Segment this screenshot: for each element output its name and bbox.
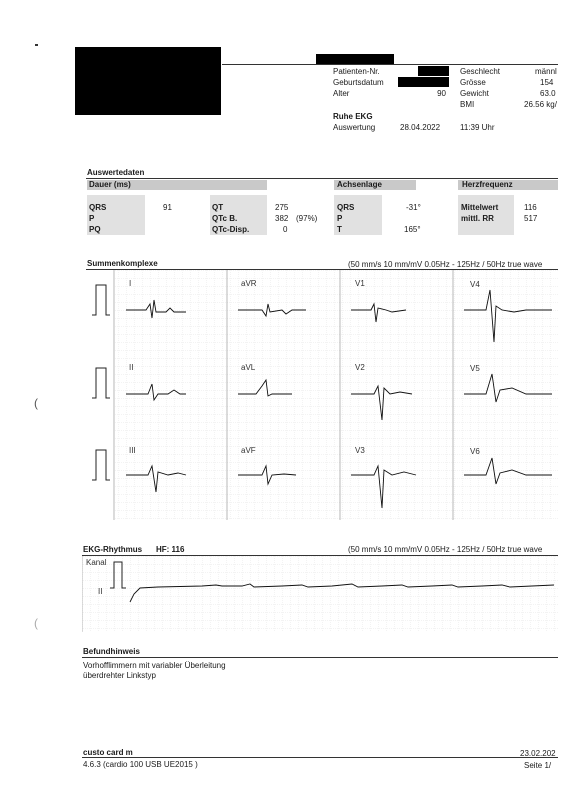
lead-label-V3: V3 xyxy=(355,446,365,455)
qt-value: 275 xyxy=(275,203,289,212)
axis-header: Achsenlage xyxy=(337,180,382,189)
rhythm-ecg-strip xyxy=(82,556,558,632)
sex-label: Geschlecht xyxy=(460,67,501,76)
height-value: 154 xyxy=(540,78,554,87)
lead-label-I: I xyxy=(129,279,132,288)
axis-qrs-value: -31° xyxy=(406,203,421,212)
lead-label-V1: V1 xyxy=(355,279,365,288)
weight-label: Gewicht xyxy=(460,89,489,98)
lead-label-III: III xyxy=(129,446,136,455)
rr-label: mittl. RR xyxy=(461,214,494,223)
margin-mark: ( xyxy=(34,616,38,630)
duration-header: Dauer (ms) xyxy=(89,180,131,189)
qrs-label: QRS xyxy=(89,203,107,212)
eval-date: 28.04.2022 xyxy=(400,123,441,132)
pq-label: PQ xyxy=(89,225,101,234)
rr-value: 517 xyxy=(524,214,538,223)
punch-mark xyxy=(35,44,38,46)
footer-device: custo card m xyxy=(83,748,133,757)
lead-label-aVF: aVF xyxy=(241,446,256,455)
findings-line-1: Vorhofflimmern mit variabler Überleitung xyxy=(83,661,226,670)
hr-header: Herzfrequenz xyxy=(462,180,513,189)
lead-label-aVL: aVL xyxy=(241,363,256,372)
dob-redaction xyxy=(398,77,449,87)
age-value: 90 xyxy=(437,89,446,98)
qtcdisp-value: 0 xyxy=(283,225,288,234)
axis-qrs-label: QRS xyxy=(337,203,355,212)
bmi-label: BMI xyxy=(460,100,475,109)
dob-label: Geburtsdatum xyxy=(333,78,384,87)
bmi-value: 26.56 kg/ xyxy=(524,100,557,109)
rhythm-settings: (50 mm/s 10 mm/mV 0.05Hz - 125Hz / 50Hz true wave xyxy=(348,545,543,554)
findings-title: Befundhinweis xyxy=(83,647,140,656)
eval-time: 11:39 Uhr xyxy=(460,123,495,132)
qtcb-pct: (97%) xyxy=(296,214,318,223)
summary-ecg-grid xyxy=(86,270,558,520)
eval-rule xyxy=(86,178,558,179)
eval-label: Auswertung xyxy=(333,123,376,132)
axis-p-label: P xyxy=(337,214,343,223)
p-label: P xyxy=(89,214,95,223)
footer-rule xyxy=(82,757,558,758)
punch-mark-2: ( xyxy=(34,396,38,410)
lead-label-V6: V6 xyxy=(470,447,480,456)
qt-label: QT xyxy=(212,203,224,212)
age-label: Alter xyxy=(333,89,350,98)
patnr-redaction xyxy=(418,66,449,76)
axis-t-label: T xyxy=(337,225,342,234)
findings-rule xyxy=(82,657,558,658)
summary-title: Summenkomplexe xyxy=(87,259,158,268)
footer-version: 4.6.3 (cardio 100 USB UE2015 ) xyxy=(83,760,198,769)
mean-label: Mittelwert xyxy=(461,203,499,212)
qtcdisp-label: QTc-Disp. xyxy=(212,225,250,234)
weight-value: 63.0 xyxy=(540,89,556,98)
sex-value: männl xyxy=(535,67,557,76)
footer-page: Seite 1/ xyxy=(524,761,552,770)
qtcb-label: QTc B. xyxy=(212,214,238,223)
logo-redaction xyxy=(75,47,221,115)
lead-label-V4: V4 xyxy=(470,280,480,289)
summary-settings: (50 mm/s 10 mm/mV 0.05Hz - 125Hz / 50Hz true wave xyxy=(348,260,543,269)
axis-t-value: 165° xyxy=(404,225,421,234)
qtcb-value: 382 xyxy=(275,214,289,223)
lead-label-II: II xyxy=(129,363,134,372)
rhythm-hr: HF: 116 xyxy=(156,545,185,554)
qrs-value: 91 xyxy=(163,203,172,212)
rhythm-channel-label: Kanal xyxy=(86,558,107,567)
height-label: Grösse xyxy=(460,78,486,87)
rhythm-title: EKG-Rhythmus xyxy=(83,545,143,554)
header-rule xyxy=(222,64,558,65)
rhythm-lead-label: II xyxy=(98,587,103,596)
lead-label-aVR: aVR xyxy=(241,279,257,288)
exam-title: Ruhe EKG xyxy=(333,112,373,121)
footer-date: 23.02.202 xyxy=(520,749,556,758)
lead-label-V5: V5 xyxy=(470,364,480,373)
lead-label-V2: V2 xyxy=(355,363,365,372)
patient-nr-label: Patienten-Nr. xyxy=(333,67,380,76)
findings-line-2: überdrehter Linkstyp xyxy=(83,671,156,680)
eval-section-title: Auswertedaten xyxy=(87,168,145,177)
mean-value: 116 xyxy=(524,203,537,212)
